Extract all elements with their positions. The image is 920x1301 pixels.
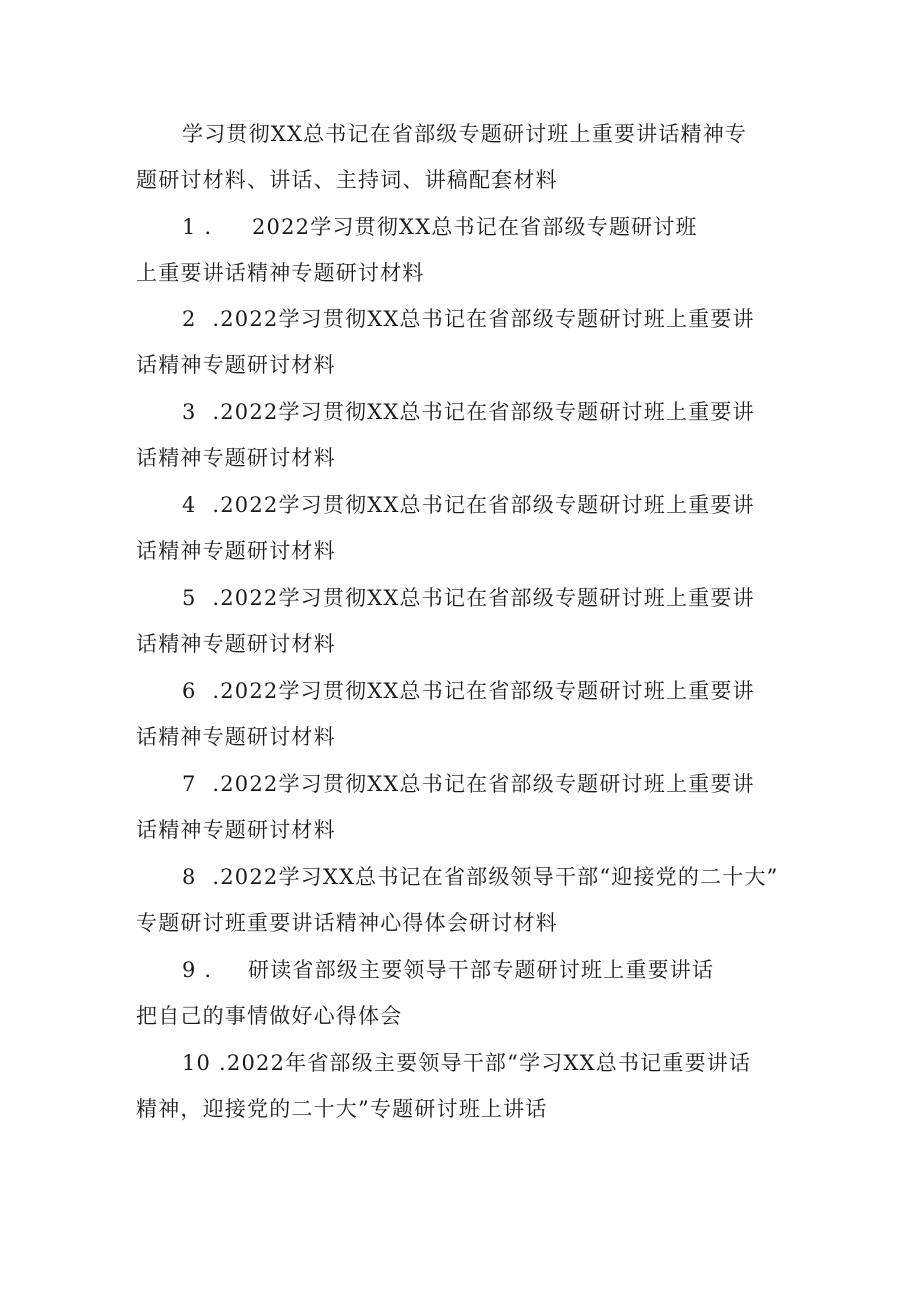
item-number: 3 [182, 400, 197, 424]
item-text-line-2: 话精神专题研讨材料 [136, 632, 336, 656]
title-line-1: 学习贯彻XX总书记在省部级专题研讨班上重要讲话精神专 [182, 122, 748, 146]
item-number: 7 [182, 772, 197, 796]
item-text-line-1: .2022学习贯彻XX总书记在省部级专题研讨班上重要讲 [212, 400, 755, 424]
item-text-line-1: 2022学习贯彻XX总书记在省部级专题研讨班 [252, 215, 698, 239]
item-text-line-2: 上重要讲话精神专题研讨材料 [136, 261, 425, 285]
item-text-line-1: .2022学习贯彻XX总书记在省部级专题研讨班上重要讲 [212, 493, 755, 517]
item-text-line-2: 话精神专题研讨材料 [136, 818, 336, 842]
item-number: 9 . [182, 958, 213, 982]
item-number: 10 [182, 1051, 212, 1075]
item-text-line-1: .2022学习贯彻XX总书记在省部级专题研讨班上重要讲 [212, 586, 755, 610]
item-text-line-2: 话精神专题研讨材料 [136, 446, 336, 470]
item-text-line-1: .2022学习贯彻XX总书记在省部级专题研讨班上重要讲 [212, 307, 755, 331]
item-number: 6 [182, 679, 197, 703]
item-number: 8 [182, 865, 197, 889]
item-text-line-2: 话精神专题研讨材料 [136, 353, 336, 377]
item-number: 1 . [182, 215, 213, 239]
title-line-2: 题研讨材料、讲话、主持词、讲稿配套材料 [136, 168, 558, 192]
item-number: 2 [182, 307, 197, 331]
item-number: 5 [182, 586, 197, 610]
item-text-line-1: 研读省部级主要领导干部专题研讨班上重要讲话 [248, 958, 715, 982]
item-text-line-1: .2022学习XX总书记在省部级领导干部“迎接党的二十大” [212, 865, 779, 889]
item-text-line-1: .2022年省部级主要领导干部“学习XX总书记重要讲话 [219, 1051, 752, 1075]
item-text-line-2: 话精神专题研讨材料 [136, 539, 336, 563]
item-number: 4 [182, 493, 197, 517]
item-text-line-2: 把自己的事情做好心得体会 [136, 1004, 403, 1028]
item-text-line-2: 专题研讨班重要讲话精神心得体会研讨材料 [136, 911, 558, 935]
item-text-line-1: .2022学习贯彻XX总书记在省部级专题研讨班上重要讲 [212, 679, 755, 703]
item-text-line-2: 话精神专题研讨材料 [136, 725, 336, 749]
item-text-line-1: .2022学习贯彻XX总书记在省部级专题研讨班上重要讲 [212, 772, 755, 796]
item-text-line-2: 精神，迎接党的二十大”专题研讨班上讲话 [136, 1097, 548, 1121]
